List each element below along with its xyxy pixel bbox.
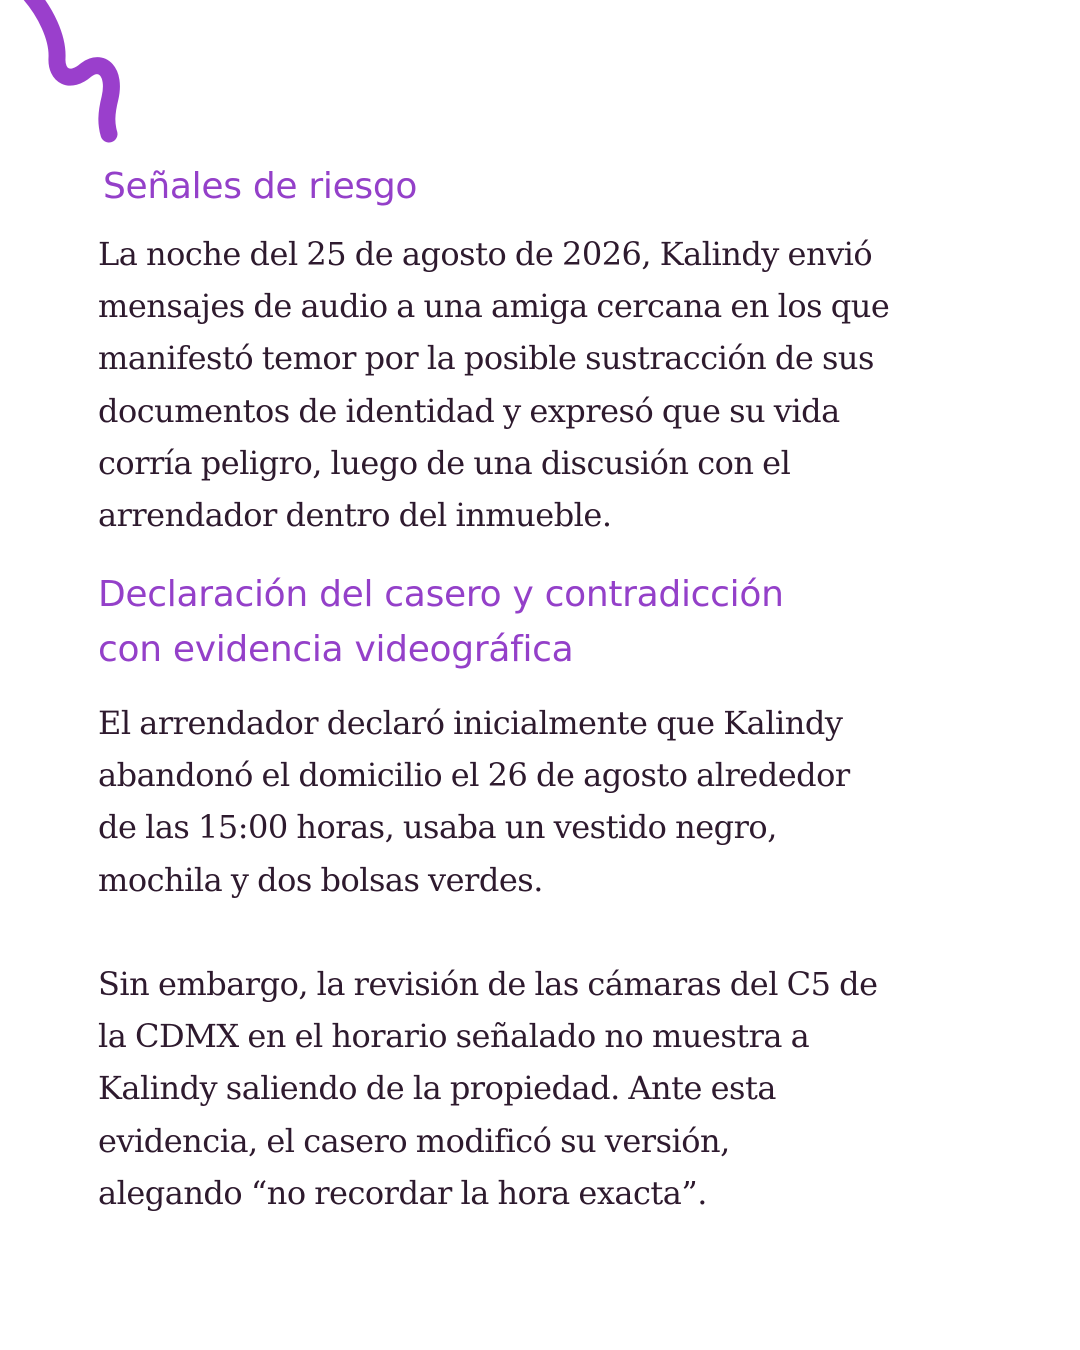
text-line: abandonó el domicilio el 26 de agosto alrededor <box>98 756 850 795</box>
text-line: alegando “no recordar la hora exacta”. <box>98 1173 707 1212</box>
text-line: La noche del 25 de agosto de 2026, Kalindy envió <box>98 235 873 273</box>
section-heading-landlord-statement <box>98 567 784 677</box>
heading-line: con evidencia videográfica <box>98 629 574 670</box>
text-line: evidencia, el casero modificó su versión, <box>98 1121 730 1160</box>
text-line: Sin embargo, la revisión de las cámaras del C5 de <box>98 965 878 1003</box>
paragraph-risk-signals <box>98 228 889 541</box>
text-line: corría peligro, luego de una discusión con el <box>98 443 791 482</box>
text-line: arrendador dentro del inmueble. <box>98 496 612 535</box>
text-line: manifestó temor por la posible sustracción de sus <box>98 339 874 378</box>
text-line: Kalindy saliendo de la propiedad. Ante esta <box>98 1069 776 1108</box>
heading-line: Declaración del casero y contradicción <box>98 574 784 615</box>
section-heading-risk-signals: Señales de riesgo <box>103 166 418 207</box>
text-line: de las 15:00 horas, usaba un vestido negro, <box>98 808 777 847</box>
text-line: El arrendador declaró inicialmente que Kalindy <box>98 704 843 742</box>
paragraph-landlord-statement <box>98 697 850 906</box>
text-line: la CDMX en el horario señalado no muestra a <box>98 1017 810 1056</box>
paragraph-camera-evidence <box>98 958 878 1219</box>
text-line: mochila y dos bolsas verdes. <box>98 860 543 899</box>
purple-squiggle-icon <box>0 0 140 150</box>
text-line: mensajes de audio a una amiga cercana en los que <box>98 287 890 326</box>
text-line: documentos de identidad y expresó que su vida <box>98 391 840 430</box>
